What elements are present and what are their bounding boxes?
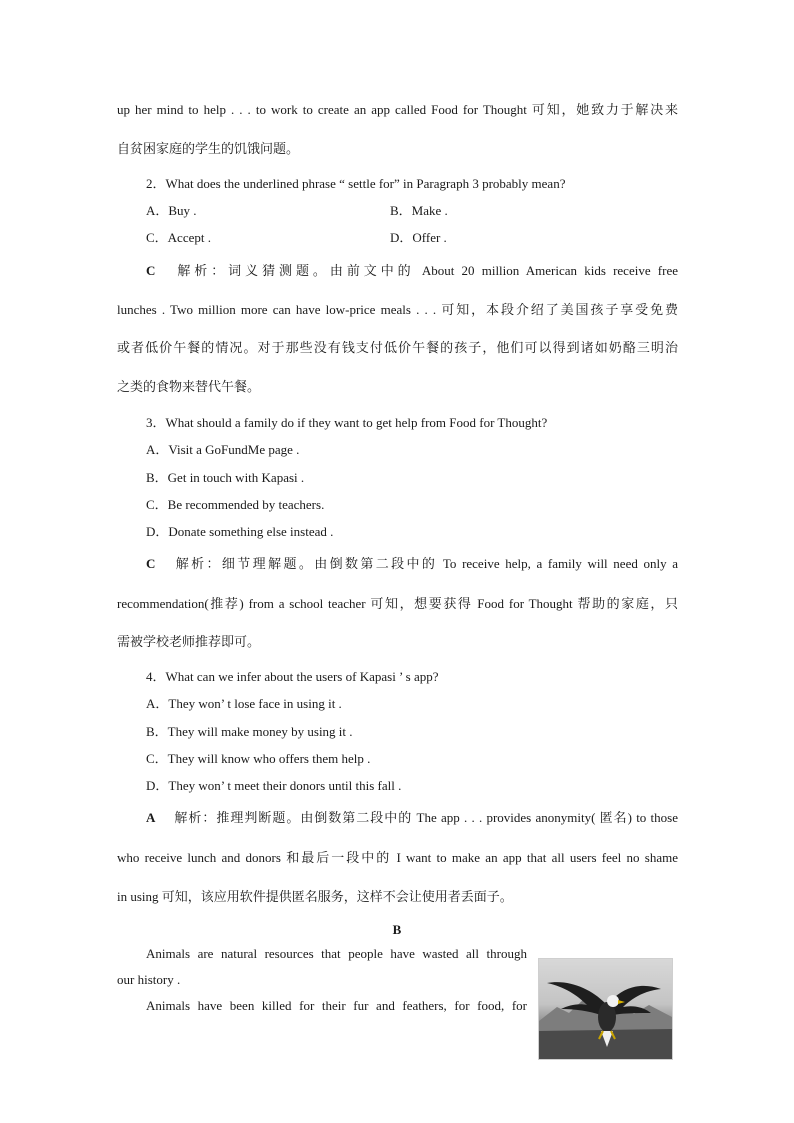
explanation-text: 解析：词义猜测题。由前文中的 About 20 million American kids receive free xyxy=(173,263,678,278)
option-d: D．Offer . xyxy=(390,230,447,245)
option-b: B．They will make money by using it . xyxy=(146,724,353,739)
option-d: D．They won’ t meet their donors until this fall . xyxy=(146,778,402,793)
eagle-illustration xyxy=(539,959,672,1059)
answer-letter: A xyxy=(146,810,156,825)
section-heading: B xyxy=(392,922,402,937)
text-line: 自贫困家庭的学生的饥饿问题。 xyxy=(117,142,300,157)
question-2: 2．What does the underlined phrase “ settle for” in Paragraph 3 probably mean? xyxy=(146,176,566,191)
answer-letter: C xyxy=(146,556,156,571)
explanation-text: 解析：推理判断题。由倒数第二段中的 The app . . . provides anonymity( 匿名) to those xyxy=(173,810,678,825)
explanation-line: lunches . Two million more can have low-price meals . . . 可知，本段介绍了美国孩子享受免费 xyxy=(117,302,678,317)
option-b: B．Make . xyxy=(390,203,448,218)
explanation-line xyxy=(146,556,678,572)
explanation-line: 之类的食物来替代午餐。 xyxy=(117,380,261,395)
question-4: 4．What can we infer about the users of Kapasi ’ s app? xyxy=(146,669,439,684)
option-c: C．Accept . xyxy=(146,230,211,245)
explanation-line xyxy=(146,263,678,279)
option-a: A．Buy . xyxy=(146,203,197,218)
explanation-line: recommendation(推荐) from a school teacher 可知，想要获得 Food for Thought 帮助的家庭，只 xyxy=(117,596,678,611)
explanation-line xyxy=(146,810,678,826)
option-a: A．They won’ t lose face in using it . xyxy=(146,696,342,711)
option-d: D．Donate something else instead . xyxy=(146,524,334,539)
explanation-line: 或者低价午餐的情况。对于那些没有钱支付低价午餐的孩子，他们可以得到诸如奶酪三明治 xyxy=(117,341,678,356)
option-c: C．Be recommended by teachers. xyxy=(146,497,325,512)
eagle-photo xyxy=(538,958,673,1060)
option-b: B．Get in touch with Kapasi . xyxy=(146,470,305,485)
paragraph-line: our history . xyxy=(117,972,181,987)
paragraph-line: Animals have been killed for their fur and feathers, for food, for xyxy=(146,998,527,1013)
explanation-line: 需被学校老师推荐即可。 xyxy=(117,635,261,650)
option-c: C．They will know who offers them help . xyxy=(146,751,371,766)
explanation-line: who receive lunch and donors 和最后一段中的 I want to make an app that all users feel no shame xyxy=(117,850,678,865)
answer-letter: C xyxy=(146,263,156,278)
explanation-line: in using 可知，该应用软件提供匿名服务，这样不会让使用者丢面子。 xyxy=(117,889,513,904)
explanation-text: 解析：细节理解题。由倒数第二段中的 To receive help, a family will need only a xyxy=(173,556,678,571)
option-a: A．Visit a GoFundMe page . xyxy=(146,442,300,457)
question-3: 3．What should a family do if they want to get help from Food for Thought? xyxy=(146,415,548,430)
paragraph-line: Animals are natural resources that people have wasted all through xyxy=(146,946,527,961)
text-line: up her mind to help . . . to work to create an app called Food for Thought 可知，她致力于解决来 xyxy=(117,102,678,117)
